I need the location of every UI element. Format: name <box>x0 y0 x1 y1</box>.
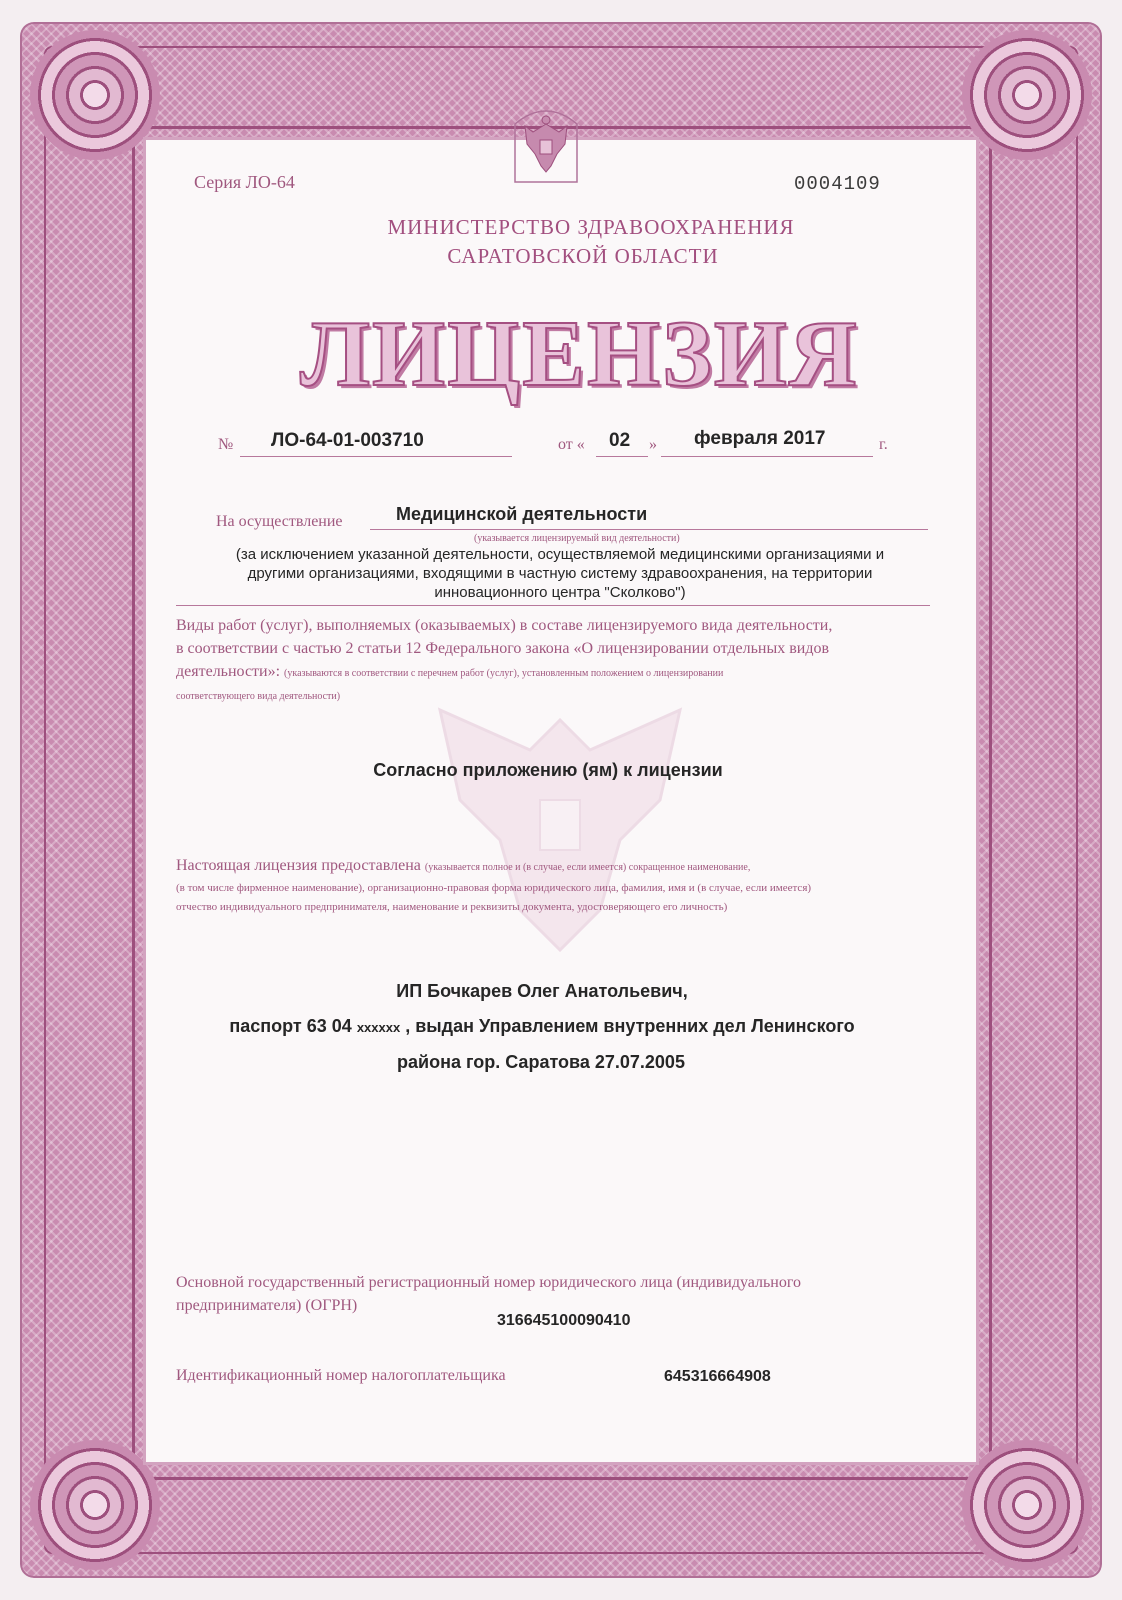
corner-rosette-icon <box>962 30 1092 160</box>
exclusion-underline <box>176 605 930 606</box>
ogrn-label: Основной государственный регистрационный номер юридического лица (индивидуального предпринимателя) (ОГРН) <box>176 1274 801 1314</box>
series-label: Серия ЛО-64 <box>194 172 295 192</box>
activity-label: На осуществление <box>216 513 343 530</box>
activity-value: Медицинской деятельности <box>396 504 648 524</box>
holder-name: ИП Бочкарев Олег Анатольевич, <box>396 981 688 1001</box>
granted-description: Настоящая лицензия предоставлена (указывается полное и (в случае, если имеется) сокращенное наименование, (в том числе фирменное наименование), организационно-правовая форма юридического лица, фамилия, имя и (в случае, если имеется) отчество индивидуального предпринимателя, наименование и реквизиты документа, удостоверяющего его личность) <box>176 857 812 913</box>
license-day: 02 <box>609 430 631 451</box>
document-title: ЛИЦЕНЗИЯ <box>300 302 859 406</box>
number-label: № <box>218 436 234 453</box>
holder-passport-issued: района гор. Саратова 27.07.2005 <box>397 1052 685 1072</box>
inn-value: 645316664908 <box>664 1368 771 1385</box>
inn-label: Идентификационный номер налогоплательщика <box>176 1367 506 1384</box>
serial-number: 0004109 <box>794 173 881 195</box>
license-month-year: февраля 2017 <box>694 428 826 449</box>
activity-underline <box>370 529 928 530</box>
activity-exclusion: (за исключением указанной деятельности, осуществляемой медицинскими организациями и другими организациями, входящими в частную систему здравоохранения, на территории инновационного центра "Сколково") <box>235 546 885 601</box>
activity-hint: (указывается лицензируемый вид деятельности) <box>474 533 680 544</box>
eagle-watermark-icon <box>380 690 740 960</box>
coat-of-arms-icon <box>511 104 581 186</box>
date-from-label: от « <box>558 436 585 453</box>
number-underline <box>240 456 512 457</box>
ogrn-value: 316645100090410 <box>497 1312 631 1329</box>
corner-rosette-icon <box>962 1440 1092 1570</box>
works-description: Виды работ (услуг), выполняемых (оказываемых) в составе лицензируемого вида деятельности, в соответствии с частью 2 статьи 12 Федерального закона «О лицензировании отдельных видов деятельности»: (указываются в соответствии с перечнем работ (услуг), установленным положением о лицензировании соответствующего вида деятельности) <box>176 617 833 702</box>
license-number: ЛО-64-01-003710 <box>271 430 424 451</box>
corner-rosette-icon <box>30 30 160 160</box>
month-underline <box>661 456 873 457</box>
day-underline <box>596 456 648 457</box>
ministry-name-line2: САРАТОВСКОЙ ОБЛАСТИ <box>447 244 719 268</box>
holder-passport: паспорт 63 04 xxxxxx , выдан Управлением внутренних дел Ленинского <box>229 1016 855 1036</box>
works-value: Согласно приложению (ям) к лицензии <box>373 760 723 780</box>
date-quote-close: » <box>649 436 657 453</box>
year-suffix: г. <box>879 436 888 453</box>
corner-rosette-icon <box>30 1440 160 1570</box>
ministry-name-line1: МИНИСТЕРСТВО ЗДРАВООХРАНЕНИЯ <box>387 215 795 239</box>
